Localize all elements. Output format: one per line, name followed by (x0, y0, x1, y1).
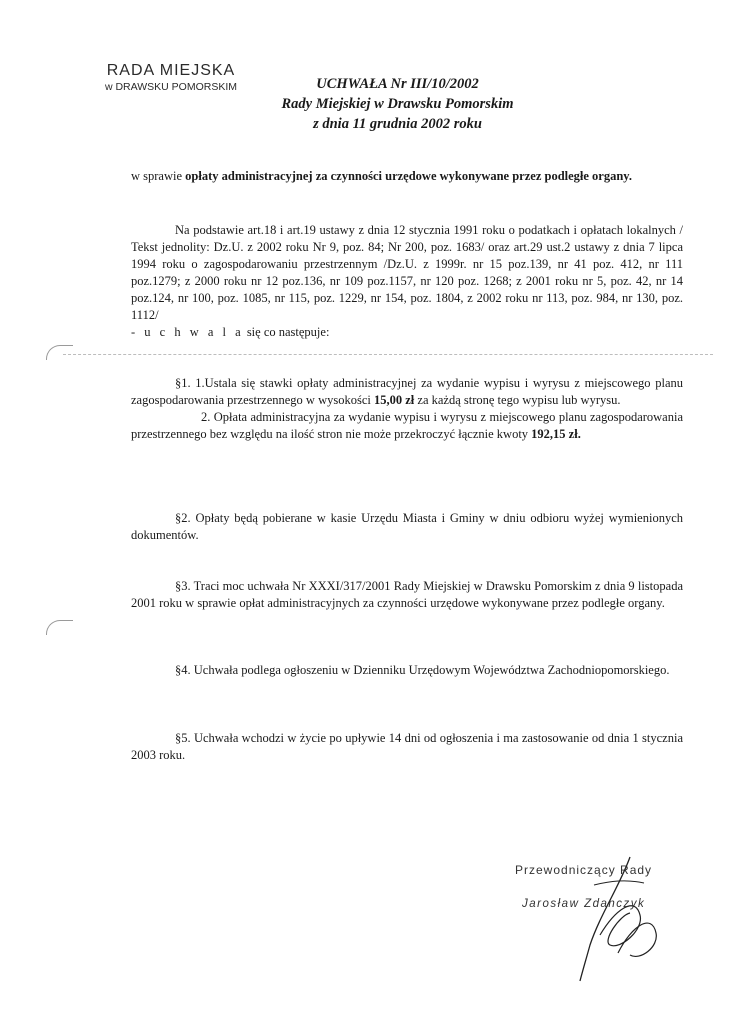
section-3-label: §3. (175, 579, 191, 593)
handwritten-signature (560, 855, 670, 985)
legal-basis-text: Na podstawie art.18 i art.19 ustawy z dnia 12 stycznia 1991 roku o podatkach i opłatach lokalnych / Tekst jednolity: Dz.U. z 2002 roku Nr 9, poz. 84; Nr 200, poz. 1683/ oraz art.29 ust.2 ustawy z dnia 7 lipca 1994 roku o zagospodarowaniu przestrzennym /Dz.U. z 1999r. nr 15 poz.139, nr 41 poz. 412, nr 111 poz.1279; z 2000 roku nr 12 poz.136, nr 109 poz.1157, nr 120 poz. 1268; z 2001 roku nr 5, poz. 42, nr 14 poz.124, nr 100, poz. 1085, nr 115, poz. 1229, nr 154, poz. 1804, z 2002 roku nr 113, poz. 984, nr 130, poz. 1112/ (131, 223, 683, 322)
section-1-point-2: 2. Opłata administracyjna za wydanie wypisu i wyrysu z miejscowego planu zagospodarowania przestrzennego bez względu na ilość stron nie może przekroczyć łącznie kwoty (131, 410, 683, 441)
section-1-text-b: za każdą stronę tego wypisu lub wyrysu. (414, 393, 621, 407)
section-1-label: §1. (175, 376, 191, 390)
subject-prefix: w sprawie (131, 169, 186, 183)
section-2-label: §2. (175, 511, 191, 525)
section-1-text-a: 1.Ustala się stawki opłaty administracyjnej za wydanie wypisu i wyrysu z miejscowego planu zagospodarowania przestrzennego w wysokości (131, 376, 683, 407)
punch-mark (46, 620, 73, 635)
title-council: Rady Miejskiej w Drawsku Pomorskim (281, 96, 514, 112)
section-4-label: §4. (175, 663, 191, 677)
issuer-block (76, 62, 266, 93)
subject-paragraph (131, 168, 683, 185)
subject-text: opłaty administracyjnej za czynności urzędowe wykonywane przez podległe organy. (185, 169, 632, 183)
resolve-rest: się co następuje: (243, 325, 330, 339)
title-date: z dnia 11 grudnia 2002 roku (313, 116, 482, 132)
resolution-title (250, 74, 545, 134)
section-1 (131, 375, 683, 443)
section-2 (131, 510, 683, 544)
section-1-point-2-amount: 192,15 zł. (531, 427, 581, 441)
section-5-label: §5. (175, 731, 191, 745)
section-3-text: Traci moc uchwała Nr XXXI/317/2001 Rady Miejskiej w Drawsku Pomorskim z dnia 9 listopada 2001 roku w sprawie opłat administracyjnych za czynności urzędowe wykonywane przez podległe organy. (131, 579, 683, 610)
section-4-text: Uchwała podlega ogłoszeniu w Dzienniku Urzędowym Województwa Zachodniopomorskiego. (190, 663, 670, 677)
section-4 (131, 662, 683, 679)
section-5-text: Uchwała wchodzi w życie po upływie 14 dni od ogłoszenia i ma zastosowanie od dnia 1 stycznia 2003 roku. (131, 731, 683, 762)
fold-line (63, 354, 713, 355)
signatory-name: Jarosław Zdanczyk (522, 898, 646, 910)
section-3 (131, 578, 683, 612)
section-2-text: Opłaty będą pobierane w kasie Urzędu Miasta i Gminy w dniu odbioru wyżej wymienionych dokumentów. (131, 511, 683, 542)
resolve-word: - u c h w a l a (131, 325, 244, 339)
issuer-name: RADA MIEJSKA (106, 62, 236, 79)
signatory-title: Przewodniczący Rady (515, 863, 653, 877)
title-number: UCHWAŁA Nr III/10/2002 (316, 76, 479, 92)
section-1-amount: 15,00 zł (373, 393, 415, 407)
punch-mark (46, 345, 73, 360)
legal-basis-paragraph (131, 222, 683, 341)
issuer-location: w DRAWSKU POMORSKIM (104, 81, 238, 93)
section-5 (131, 730, 683, 764)
